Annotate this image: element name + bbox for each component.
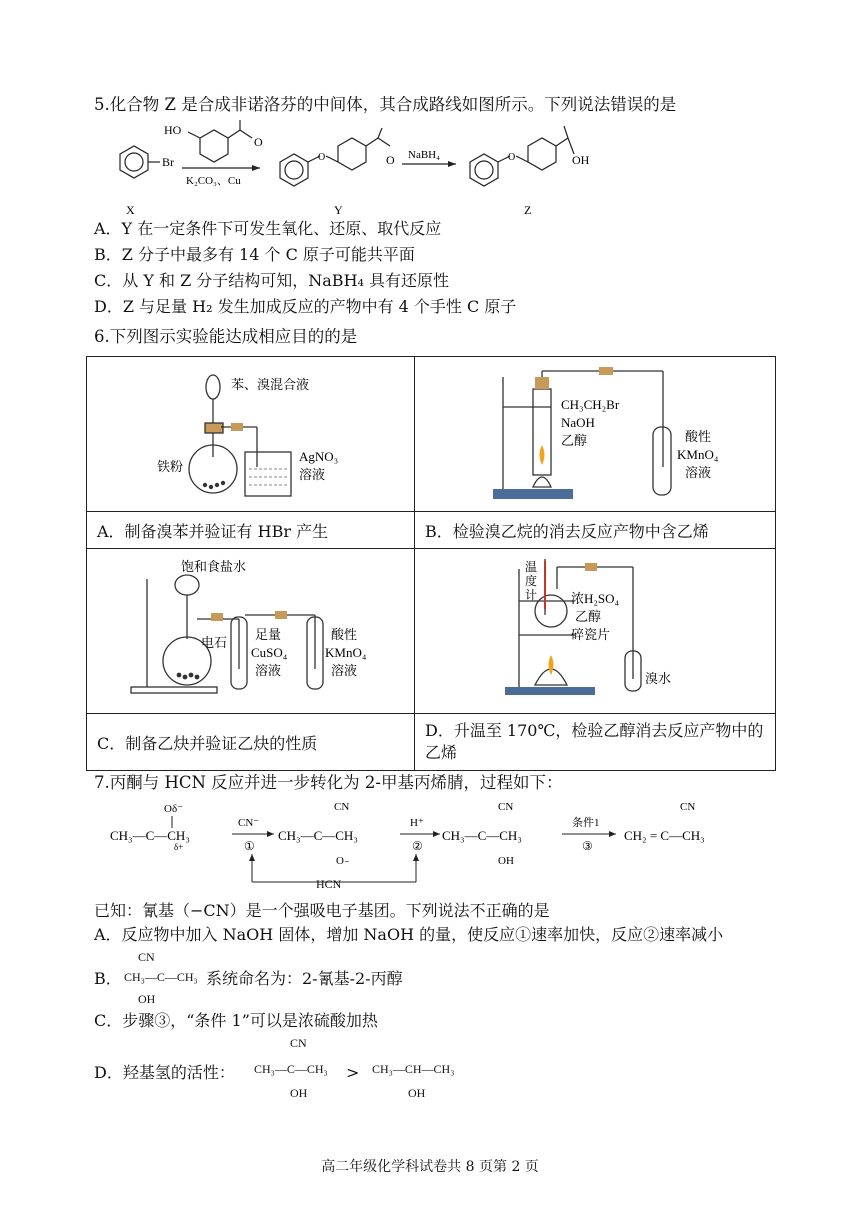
q5-reaction-scheme <box>90 118 610 218</box>
d-label-bromine-water: 溴水 <box>645 671 672 686</box>
m2-bottom: O₋ <box>336 855 350 867</box>
c-label-kmno4: KMnO₄ <box>325 645 367 660</box>
q5-option-c: C．从 Y 和 Z 分子结构可知，NaBH₄ 具有还原性 <box>94 271 450 290</box>
b-struct-cn: CN <box>138 950 155 964</box>
page-footer: 高二年级化学科试卷共 8 页第 2 页 <box>321 1159 539 1175</box>
q7-option-b-suffix: 系统命名为：2-氰基-2-丙醇 <box>206 969 403 988</box>
m2-top: CN <box>334 801 350 813</box>
q6-caption-c: C．制备乙炔并验证乙炔的性质 <box>87 714 415 771</box>
label-z: Z <box>524 203 532 217</box>
c-label-solution1: 溶液 <box>255 663 282 678</box>
b-label-ethanol: 乙醇 <box>561 433 588 448</box>
m4: CH₂ = C—CH₃ <box>624 828 705 843</box>
a-label-solution: 溶液 <box>299 467 326 482</box>
m4-top: CN <box>680 801 696 813</box>
m3-bottom: OH <box>498 855 514 867</box>
q6-cell-b-apparatus <box>415 357 776 512</box>
reagent-ho: HO <box>164 123 182 137</box>
d-label-ethanol: 乙醇 <box>575 609 602 624</box>
step2-no: ② <box>412 839 423 853</box>
z-oh: OH <box>572 153 590 167</box>
svg-text:O: O <box>318 152 326 163</box>
step1-no: ① <box>244 839 255 853</box>
compare-sign: > <box>346 1063 360 1082</box>
step3-reagent: 条件1 <box>572 817 600 829</box>
q6-cell-a-apparatus <box>87 357 415 512</box>
step2-reagent: H⁺ <box>410 817 424 829</box>
q7-option-a: A．反应物中加入 NaOH 固体，增加 NaOH 的量，使反应①速率加快，反应②速率减小 <box>94 925 724 944</box>
c-label-excess: 足量 <box>255 627 282 642</box>
q7-option-c: C．步骤③，“条件 1”可以是浓硫酸加热 <box>94 1011 378 1030</box>
c-label-brine: 饱和食盐水 <box>181 559 247 574</box>
d-label-wen: 温 <box>525 560 538 574</box>
c-label-solution2: 溶液 <box>331 663 358 678</box>
q7-stem: 7.丙酮与 HCN 反应并进一步转化为 2-甲基丙烯腈，过程如下： <box>94 773 563 792</box>
q6-experiment-table <box>86 356 776 771</box>
d-struct2-oh: OH <box>408 1086 426 1100</box>
q5-stem: 5.化合物 Z 是合成非诺洛芬的中间体，其合成路线如图所示。下列说法错误的是 <box>94 95 677 114</box>
q5-option-b: B．Z 分子中最多有 14 个 C 原子可能共平面 <box>94 245 415 264</box>
q5-option-a: A．Y 在一定条件下可发生氧化、还原、取代反应 <box>94 219 442 238</box>
svg-text:O: O <box>508 152 516 163</box>
m1-top: Oδ⁻ <box>164 803 183 815</box>
d-struct1-oh: OH <box>290 1086 308 1100</box>
q6-cell-c-apparatus <box>87 549 415 714</box>
b-label-kmno4: KMnO₄ <box>677 447 719 462</box>
b-struct-oh: OH <box>138 992 156 1006</box>
apparatus-d-illustration <box>415 549 775 709</box>
step3-no: ③ <box>582 839 593 853</box>
d-label-du: 度 <box>525 574 538 588</box>
q6-caption-a: A．制备溴苯并验证有 HBr 产生 <box>87 512 415 549</box>
a-label-iron: 铁粉 <box>157 459 184 474</box>
q6-stem: 6.下列图示实验能达成相应目的的是 <box>94 327 358 346</box>
m3: CH₃—C—CH₃ <box>442 828 522 843</box>
b-label-naoh: NaOH <box>561 415 595 430</box>
step1-reagent: CN⁻ <box>238 817 260 829</box>
apparatus-a-illustration <box>87 357 413 507</box>
c-label-carbide: 电石 <box>201 635 228 650</box>
c-label-acidic: 酸性 <box>331 627 358 642</box>
cond2: NaBH₄ <box>408 149 440 161</box>
a-label-mix: 苯、溴混合液 <box>231 377 310 392</box>
q6-caption-d: D．升温至 170℃，检验乙醇消去反应产物中的乙烯 <box>415 714 776 771</box>
q7-option-b-prefix: B． <box>94 969 122 988</box>
label-x: X <box>126 203 135 217</box>
compound-y <box>280 128 390 186</box>
d-label-h2so4: 浓H₂SO₄ <box>571 591 620 606</box>
d-label-ji: 计 <box>525 588 538 602</box>
cond1: K₂CO₃、Cu <box>186 175 241 187</box>
q6-caption-b: B．检验溴乙烷的消去反应产物中含乙烯 <box>415 512 776 549</box>
reagent-o: O <box>254 135 263 149</box>
compound-x <box>120 146 160 178</box>
d-label-chips: 碎瓷片 <box>571 627 611 642</box>
b-label-solution: 溶液 <box>685 465 712 480</box>
x-br: Br <box>162 155 174 169</box>
q6-cell-d-apparatus <box>415 549 776 714</box>
c-label-cuso4: CuSO₄ <box>251 645 288 660</box>
q5-option-d: D．Z 与足量 H₂ 发生加成反应的产物中有 4 个手性 C 原子 <box>94 297 517 316</box>
b-struct-main: CH₃—C—CH₃ <box>124 970 198 984</box>
b-label-acidic: 酸性 <box>685 429 712 444</box>
d-struct2-main: CH₃—CH—CH₃ <box>372 1062 455 1076</box>
q7-known: 已知：氰基（−CN）是一个强吸电子基团。下列说法不正确的是 <box>94 901 550 920</box>
q7-reaction-scheme <box>110 798 750 894</box>
m1: CH₃—C—CH₃ <box>110 828 190 843</box>
a-label-agno3: AgNO₃ <box>299 449 339 464</box>
d-struct1-main: CH₃—C—CH₃ <box>254 1062 328 1076</box>
reagent-phenol-ketone <box>188 120 252 162</box>
y-o: O <box>386 153 395 167</box>
label-y: Y <box>334 203 343 217</box>
d-struct1-cn: CN <box>290 1036 307 1050</box>
apparatus-b-illustration <box>415 357 775 507</box>
q7-option-d-prefix: D．羟基氢的活性： <box>94 1063 235 1082</box>
hcn-label: HCN <box>316 877 342 891</box>
apparatus-c-illustration <box>87 549 413 709</box>
m2: CH₃—C—CH₃ <box>278 828 358 843</box>
b-label-ch3ch2br: CH₃CH₂Br <box>561 397 620 412</box>
compound-z <box>470 126 574 186</box>
m1-delta: δ+ <box>174 842 184 852</box>
m3-top: CN <box>498 801 514 813</box>
